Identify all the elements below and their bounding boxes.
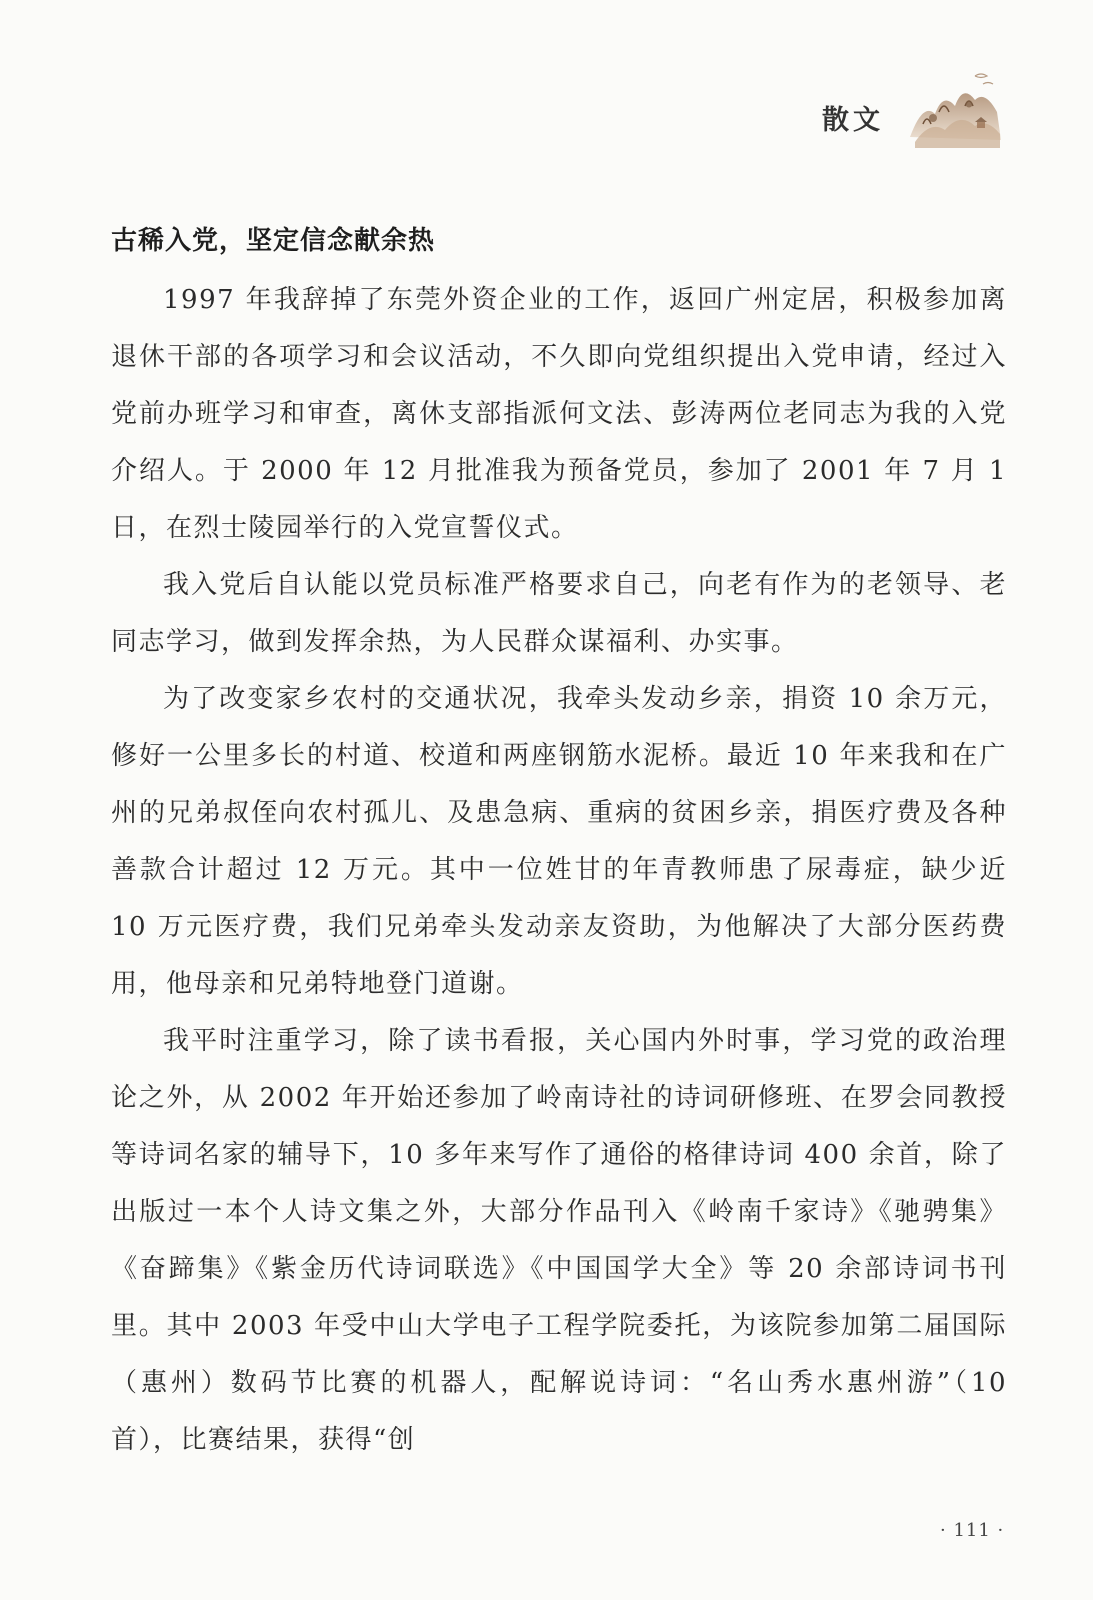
page-header — [0, 0, 1093, 190]
article-heading: 古稀入党，坚定信念献余热 — [111, 226, 436, 256]
section-label: 散文 — [822, 105, 884, 136]
paragraph-1: 1997 年我辞掉了东莞外资企业的工作，返回广州定居，积极参加离退休干部的各项学习和会议活动，不久即向党组织提出入党申请，经过入党前办班学习和审查，离休支部指派何文法、彭涛两位老同志为我的入党介绍人。于 2000 年 12 月批准我为预备党员，参加了 2001 年 7 月 1 日，在烈士陵园举行的入党宣誓仪式。 — [111, 285, 1007, 543]
paragraph-2: 我入党后自认能以党员标准严格要求自己，向老有作为的老领导、老同志学习，做到发挥余热，为人民群众谋福利、办实事。 — [111, 570, 1007, 657]
article-body — [111, 216, 1007, 1469]
paragraph-3: 为了改变家乡农村的交通状况，我牵头发动乡亲，捐资 10 余万元，修好一公里多长的村道、校道和两座钢筋水泥桥。最近 10 年来我和在广州的兄弟叔侄向农村孤儿、及患急病、重病的贫困乡亲，捐医疗费及各种善款合计超过 12 万元。其中一位姓甘的年青教师患了尿毒症，缺少近 10 万元医疗费，我们兄弟牵头发动亲友资助，为他解决了大部分医药费用，他母亲和兄弟特地登门道谢。 — [111, 684, 1007, 999]
paragraph-4: 我平时注重学习，除了读书看报，关心国内外时事，学习党的政治理论之外，从 2002 年开始还参加了岭南诗社的诗词研修班、在罗会同教授等诗词名家的辅导下，10 多年来写作了通俗的格律诗词 400 余首，除了出版过一本个人诗文集之外，大部分作品刊入《岭南千家诗》《驰骋集》《奋蹄集》《紫金历代诗词联选》《中国国学大全》等 20 余部诗词书刊里。其中 2003 年受中山大学电子工程学院委托，为该院参加第二届国际（惠州）数码节比赛的机器人，配解说诗词：“名山秀水惠州游”（10 首），比赛结果，获得“创 — [111, 1026, 1007, 1455]
landscape-painting-icon — [905, 62, 1005, 162]
page-number: · 111 · — [940, 1520, 1005, 1541]
